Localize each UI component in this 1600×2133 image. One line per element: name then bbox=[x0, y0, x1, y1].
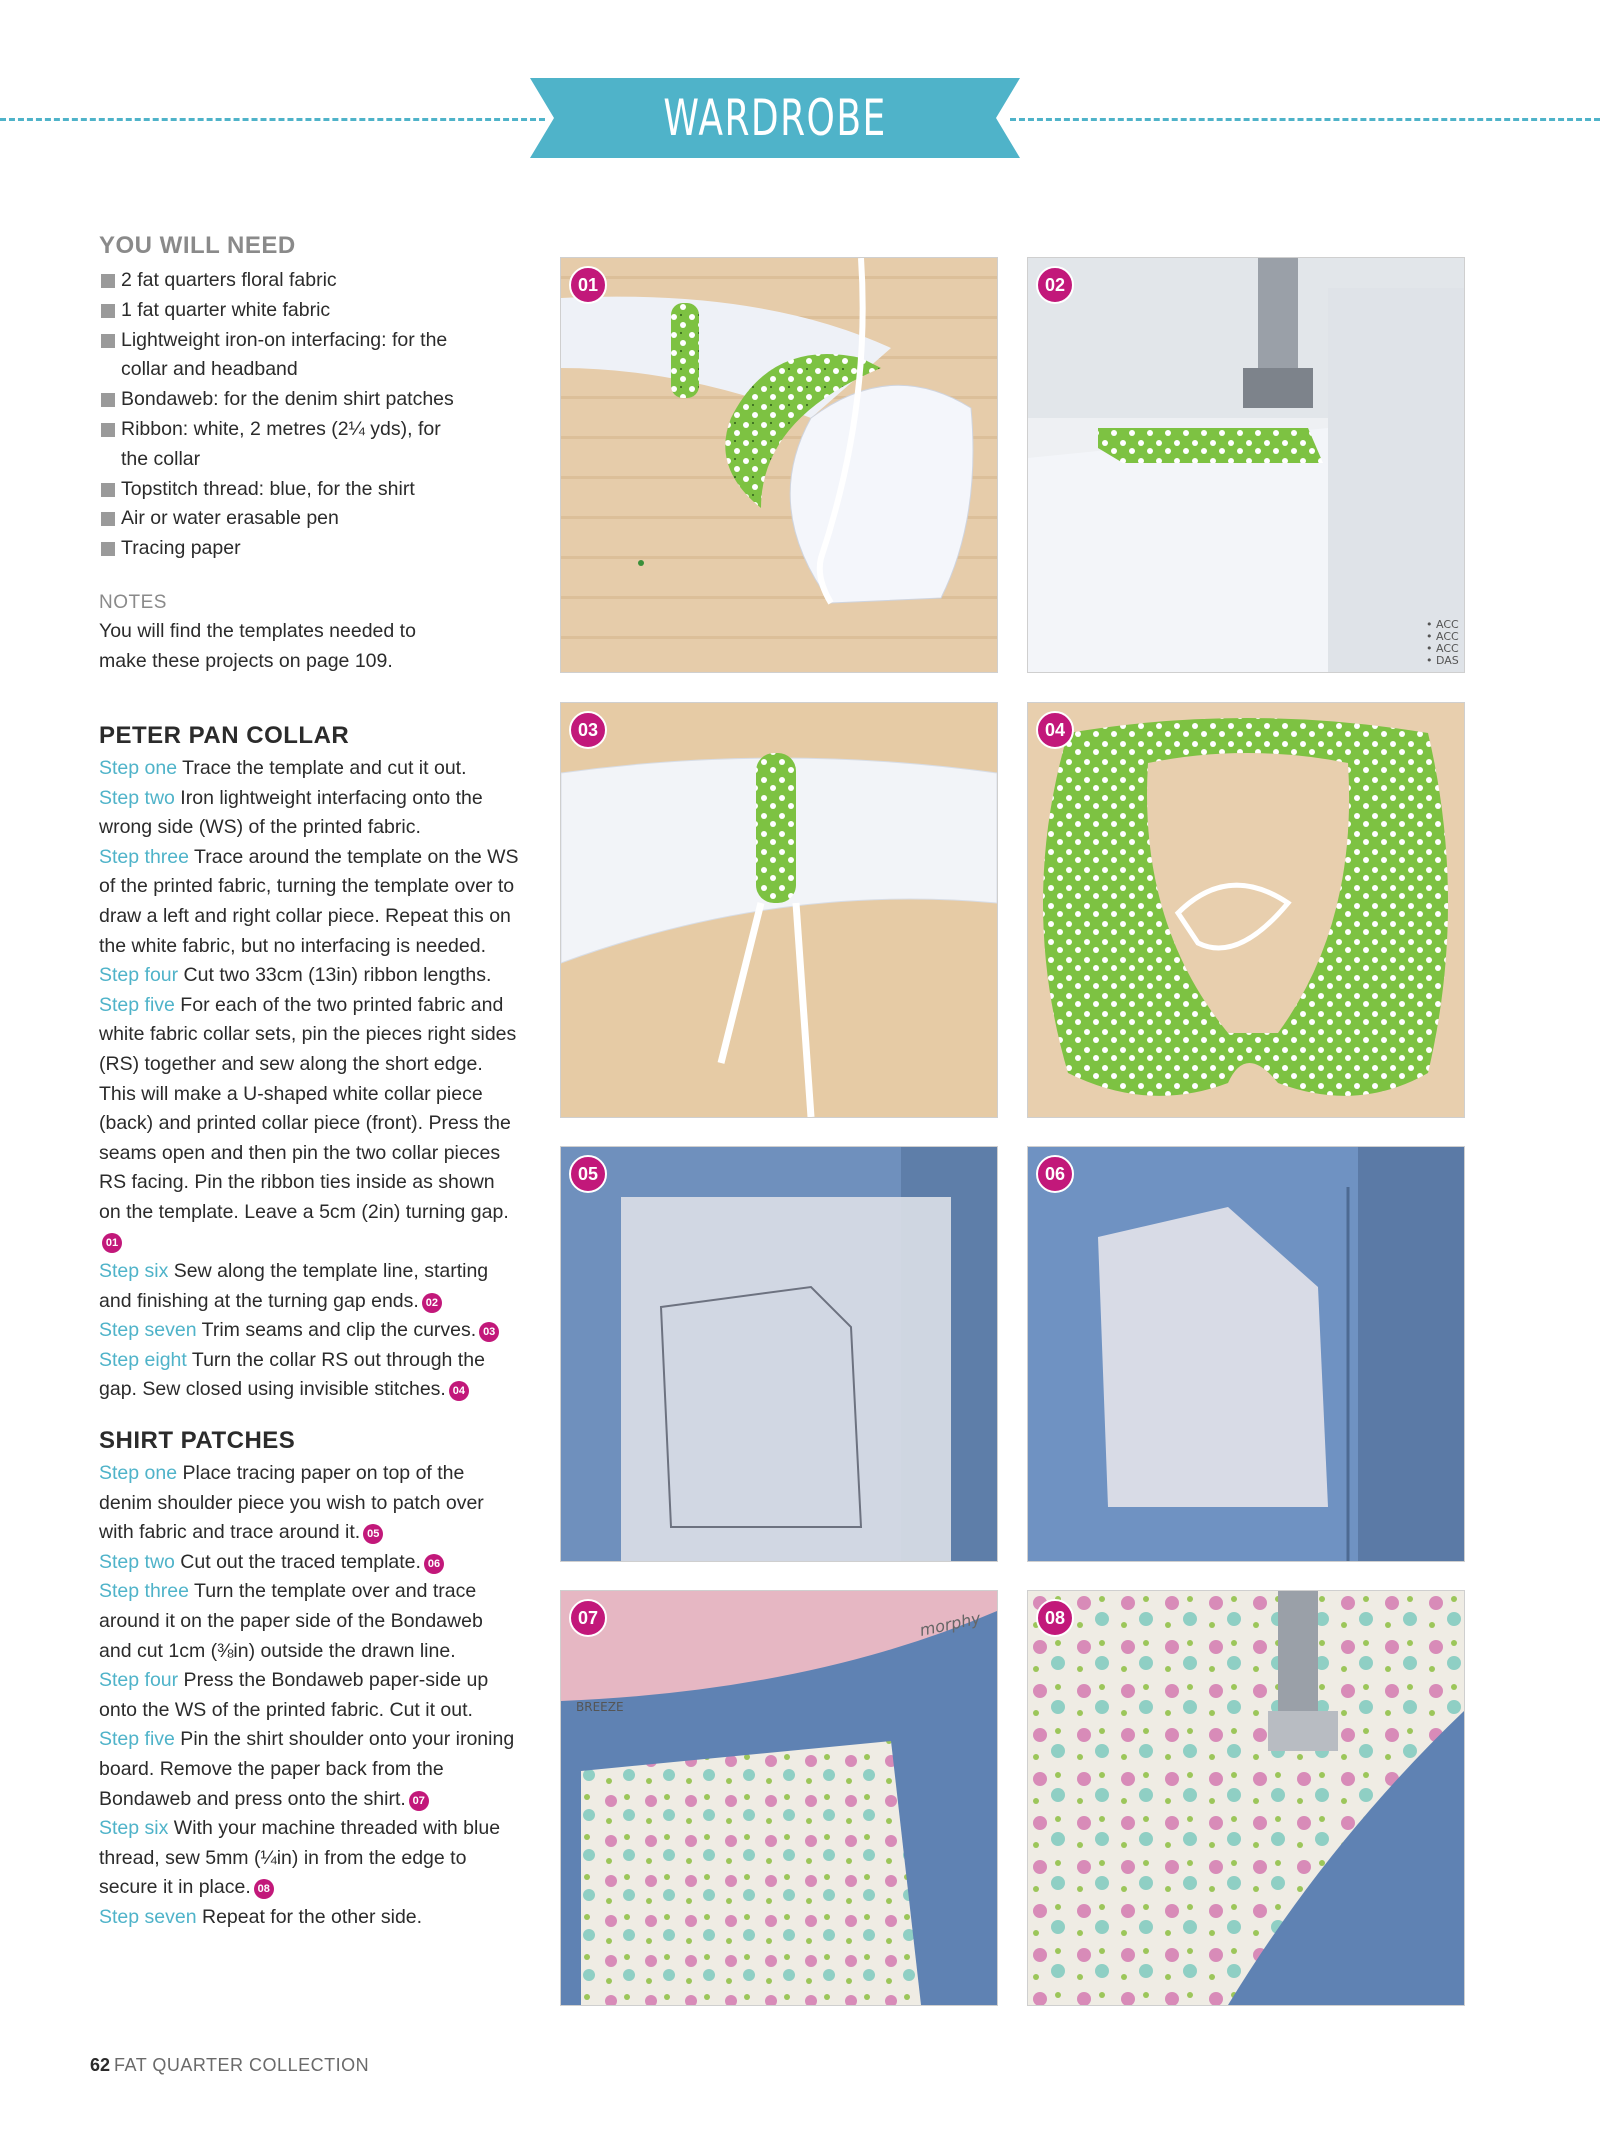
instruction-step bbox=[99, 1666, 519, 1725]
photo-reference-badge: 06 bbox=[424, 1554, 444, 1574]
materials-item bbox=[99, 504, 519, 534]
header-dashed-line-right bbox=[1010, 118, 1600, 121]
instruction-step bbox=[99, 1903, 519, 1933]
shirt-patches-heading: SHIRT PATCHES bbox=[99, 1427, 296, 1455]
step-text: Trace the template and cut it out. bbox=[177, 756, 467, 779]
materials-item bbox=[99, 385, 519, 415]
step-text: For each of the two printed fabric and white fabric collar sets, pin the pieces right sides (RS) together and sew along the short edge. This will make a U-shaped white collar piece (back) and printed collar piece (front). Press the seams open and then pin the two collar pieces RS facing. Pin the ribbon ties inside as shown on the template. Leave a 5cm (2in) turning gap. bbox=[99, 993, 517, 1223]
step-text: Turn the template over and trace around it on the paper side of the Bondaweb and cut 1cm (⅜in) outside the drawn line. bbox=[99, 1580, 483, 1662]
photo-01-collar-pinned bbox=[560, 257, 998, 673]
step-text: Repeat for the other side. bbox=[196, 1905, 423, 1928]
step-label: Step five bbox=[99, 1728, 175, 1751]
materials-item bbox=[99, 534, 519, 564]
step-label: Step one bbox=[99, 1462, 178, 1485]
materials-item bbox=[99, 296, 519, 326]
patch-steps bbox=[99, 1459, 519, 1933]
photo-reference-badge: 04 bbox=[449, 1381, 469, 1401]
step-text: Pin the shirt shoulder onto your ironing board. Remove the paper back from the Bondaweb and press onto the shirt. bbox=[99, 1728, 515, 1810]
instruction-step bbox=[99, 784, 519, 843]
page-footer bbox=[90, 2055, 369, 2076]
materials-item-text: Bondaweb: for the denim shirt patches bbox=[121, 388, 454, 411]
step-label: Step six bbox=[99, 1817, 169, 1840]
you-will-need-heading: YOU WILL NEED bbox=[99, 232, 296, 259]
materials-list bbox=[99, 266, 519, 564]
instruction-step bbox=[99, 1548, 519, 1578]
photo-number-badge: 06 bbox=[1036, 1155, 1074, 1193]
step-text: Sew along the template line, starting and finishing at the turning gap ends. bbox=[99, 1260, 489, 1312]
materials-item bbox=[99, 266, 519, 296]
photo-reference-badge: 02 bbox=[422, 1293, 442, 1313]
magazine-name: FAT QUARTER COLLECTION bbox=[114, 2055, 370, 2075]
step-label: Step seven bbox=[99, 1905, 197, 1928]
photo-reference-badge: 01 bbox=[102, 1233, 122, 1253]
bullet-square-icon bbox=[101, 304, 115, 318]
step-label: Step one bbox=[99, 756, 178, 779]
board-brand-text: BREEZE bbox=[576, 1700, 624, 1714]
photo-03-trimmed-seams bbox=[560, 702, 998, 1118]
step-text: Place tracing paper on top of the denim shoulder piece you wish to patch over with fabric and trace around it. bbox=[99, 1462, 484, 1544]
step-label: Step five bbox=[99, 993, 175, 1016]
instruction-step bbox=[99, 843, 519, 961]
materials-item-text: Lightweight iron-on interfacing: for the bbox=[121, 328, 448, 351]
bullet-square-icon bbox=[101, 393, 115, 407]
step-text: Turn the collar RS out through the gap. Sew closed using invisible stitches. bbox=[99, 1348, 485, 1401]
photo-number-badge: 07 bbox=[569, 1599, 607, 1637]
photo-reference-badge: 08 bbox=[254, 1879, 274, 1899]
instruction-step bbox=[99, 1459, 519, 1548]
instruction-step bbox=[99, 961, 519, 991]
step-label: Step three bbox=[99, 845, 189, 868]
step-label: Step two bbox=[99, 786, 175, 809]
step-text: Cut out the traced template. bbox=[174, 1550, 421, 1573]
materials-item-text: 1 fat quarter white fabric bbox=[121, 298, 331, 321]
photo-reference-badge: 03 bbox=[479, 1322, 499, 1342]
photo-05-tracing-paper bbox=[560, 1146, 998, 1562]
bullet-square-icon bbox=[101, 512, 115, 526]
photo-number-badge: 04 bbox=[1036, 711, 1074, 749]
photo-04-finished-collar bbox=[1027, 702, 1465, 1118]
photo-reference-badge: 07 bbox=[409, 1791, 429, 1811]
bullet-square-icon bbox=[101, 483, 115, 497]
photo-06-cut-template bbox=[1027, 1146, 1465, 1562]
instruction-step bbox=[99, 1577, 519, 1666]
instruction-step bbox=[99, 1346, 519, 1405]
instruction-step bbox=[99, 1316, 519, 1346]
bullet-square-icon bbox=[101, 542, 115, 556]
step-text: Trace around the template on the WS of the printed fabric, turning the template over to draw a left and right collar piece. Repeat this on the white fabric, but no interfacing is needed. bbox=[99, 845, 519, 957]
photo-02-sewing-machine bbox=[1027, 257, 1465, 673]
photo-reference-badge: 05 bbox=[363, 1524, 383, 1544]
materials-item bbox=[99, 475, 519, 505]
iron-brand-text: morphy bbox=[917, 1608, 983, 1640]
step-text: With your machine threaded with blue thread, sew 5mm (¼in) in from the edge to secure it in place. bbox=[99, 1817, 501, 1899]
notes-body: You will find the templates needed to make these projects on page 109. bbox=[99, 619, 416, 672]
materials-item-text: Air or water erasable pen bbox=[121, 507, 339, 530]
peter-pan-collar-heading: PETER PAN COLLAR bbox=[99, 721, 350, 749]
photo-07-ironing bbox=[560, 1590, 998, 2006]
header-dashed-line-left bbox=[0, 118, 545, 121]
instruction-step bbox=[99, 754, 519, 784]
step-label: Step two bbox=[99, 1550, 175, 1573]
bullet-square-icon bbox=[101, 274, 115, 288]
materials-item bbox=[99, 415, 519, 475]
step-text: Iron lightweight interfacing onto the wrong side (WS) of the printed fabric. bbox=[99, 786, 483, 839]
step-label: Step seven bbox=[99, 1319, 197, 1342]
photo-08-topstitching bbox=[1027, 1590, 1465, 2006]
photo-number-badge: 05 bbox=[569, 1155, 607, 1193]
step-text: Press the Bondaweb paper-side up onto the WS of the printed fabric. Cut it out. bbox=[99, 1669, 489, 1721]
header-banner bbox=[530, 78, 1020, 227]
page-number: 62 bbox=[90, 2055, 111, 2075]
instruction-step bbox=[99, 991, 519, 1257]
materials-item-text: collar and headband bbox=[121, 358, 298, 381]
step-label: Step six bbox=[99, 1260, 169, 1283]
instruction-step bbox=[99, 1725, 519, 1814]
materials-item-text: Tracing paper bbox=[121, 537, 241, 560]
instruction-step bbox=[99, 1257, 519, 1316]
photo-number-badge: 08 bbox=[1036, 1599, 1074, 1637]
bullet-square-icon bbox=[101, 423, 115, 437]
notes-heading: NOTES bbox=[99, 591, 167, 613]
instruction-step bbox=[99, 1814, 519, 1903]
step-label: Step four bbox=[99, 1669, 179, 1692]
step-text: Cut two 33cm (13in) ribbon lengths. bbox=[178, 964, 492, 987]
bullet-square-icon bbox=[101, 334, 115, 348]
photo-number-badge: 01 bbox=[569, 266, 607, 304]
materials-item-text: the collar bbox=[121, 447, 201, 470]
materials-item-text: 2 fat quarters floral fabric bbox=[121, 269, 337, 291]
step-label: Step four bbox=[99, 964, 179, 987]
materials-item-text: Ribbon: white, 2 metres (2¼ yds), for bbox=[121, 417, 441, 440]
step-label: Step three bbox=[99, 1580, 189, 1603]
machine-label-text: • ACC • ACC • ACC • DAS bbox=[1426, 618, 1459, 667]
step-text: Trim seams and clip the curves. bbox=[196, 1319, 477, 1342]
materials-item-text: Topstitch thread: blue, for the shirt bbox=[121, 477, 415, 500]
page-title: WARDROBE UPDATES bbox=[663, 89, 887, 227]
left-text-column bbox=[99, 232, 519, 1933]
collar-steps bbox=[99, 754, 519, 1405]
materials-item bbox=[99, 326, 519, 386]
photo-number-badge: 02 bbox=[1036, 266, 1074, 304]
photo-number-badge: 03 bbox=[569, 711, 607, 749]
step-label: Step eight bbox=[99, 1348, 187, 1371]
